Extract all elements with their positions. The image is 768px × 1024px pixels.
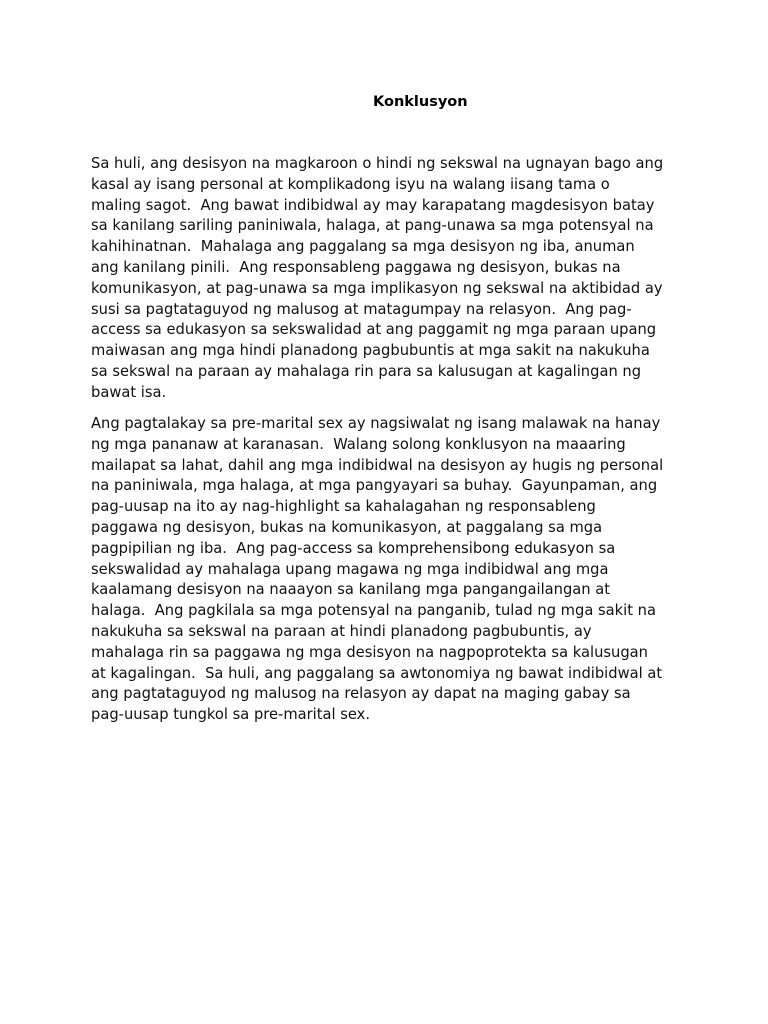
- text-line: ng mga pananaw at karanasan. Walang solong konklusyon na maaaring: [91, 435, 626, 453]
- text-line: access sa edukasyon sa sekswalidad at ang paggamit ng mga paraan upang: [91, 321, 657, 339]
- text-line: sa kanilang sariling paniniwala, halaga, at pang-unawa sa mga potensyal na: [91, 217, 654, 235]
- paragraph-1: [91, 154, 691, 404]
- document-title: Konklusyon: [373, 94, 468, 110]
- text-line: kasal ay isang personal at komplikadong isyu na walang iisang tama o: [91, 175, 610, 193]
- text-line: bawat isa.: [91, 383, 167, 401]
- text-line: maiwasan ang mga hindi planadong pagbubuntis at mga sakit na nakukuha: [91, 342, 650, 360]
- text-line: na paniniwala, mga halaga, at mga pangyayari sa buhay. Gayunpaman, ang: [91, 477, 658, 495]
- text-line: sa sekswal na paraan ay mahalaga rin para sa kalusugan at kagalingan ng: [91, 362, 642, 380]
- text-line: ang pagtataguyod ng malusog na relasyon ay dapat na maging gabay sa: [91, 685, 631, 703]
- text-line: at kagalingan. Sa huli, ang paggalang sa awtonomiya ng bawat indibidwal at: [91, 664, 663, 682]
- text-line: ang kanilang pinili. Ang responsableng paggawa ng desisyon, bukas na: [91, 258, 621, 276]
- text-line: kahihinatnan. Mahalaga ang paggalang sa mga desisyon ng iba, anuman: [91, 238, 635, 256]
- text-line: pagpipilian ng iba. Ang pag-access sa komprehensibong edukasyon sa: [91, 539, 616, 557]
- text-line: kaalamang desisyon na naaayon sa kanilang mga pangangailangan at: [91, 581, 611, 599]
- text-line: Sa huli, ang desisyon na magkaroon o hindi ng sekswal na ugnayan bago ang: [91, 155, 664, 172]
- text-line: maling sagot. Ang bawat indibidwal ay may karapatang magdesisyon batay: [91, 196, 655, 214]
- text-line: halaga. Ang pagkilala sa mga potensyal na panganib, tulad ng mga sakit na: [91, 602, 656, 620]
- text-line: pag-uusap tungkol sa pre-marital sex.: [91, 706, 371, 724]
- text-line: sekswalidad ay mahalaga upang magawa ng mga indibidwal ang mga: [91, 560, 609, 578]
- text-line: pag-uusap na ito ay nag-highlight sa kahalagahan ng responsableng: [91, 498, 596, 516]
- text-line: komunikasyon, at pag-unawa sa mga implikasyon ng sekswal na aktibidad ay: [91, 279, 663, 297]
- text-line: mahalaga rin sa paggawa ng mga desisyon na nagpoprotekta sa kalusugan: [91, 643, 648, 661]
- paragraph-2: [91, 414, 691, 726]
- text-line: susi sa pagtataguyod ng malusog at matagumpay na relasyon. Ang pag-: [91, 300, 632, 318]
- text-line: paggawa ng desisyon, bukas na komunikasyon, at paggalang sa mga: [91, 518, 603, 536]
- text-line: mailapat sa lahat, dahil ang mga indibidwal na desisyon ay hugis ng personal: [91, 456, 664, 474]
- text-line: Ang pagtalakay sa pre-marital sex ay nagsiwalat ng isang malawak na hanay: [91, 415, 661, 432]
- text-line: nakukuha sa sekswal na paraan at hindi planadong pagbubuntis, ay: [91, 622, 592, 640]
